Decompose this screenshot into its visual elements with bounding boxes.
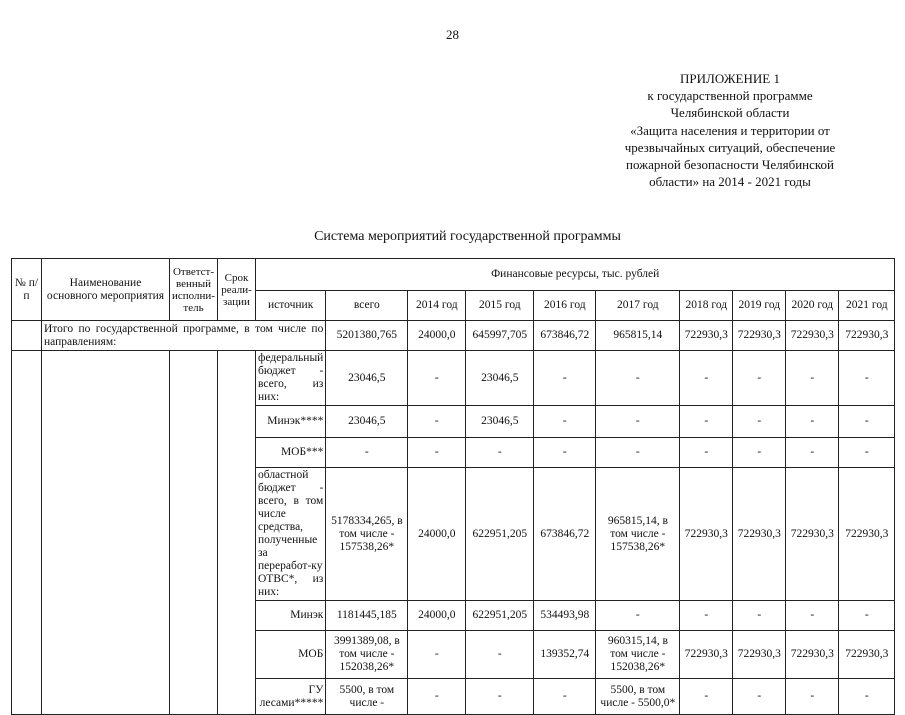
header-year: 2015 год — [466, 291, 534, 321]
header-year: 2017 год — [596, 291, 680, 321]
source-cell: МОБ*** — [256, 438, 326, 468]
header-year: 2018 год — [680, 291, 733, 321]
value-cell: - — [680, 351, 733, 406]
value-cell: - — [534, 679, 596, 715]
value-cell: - — [408, 631, 466, 679]
value-cell: - — [786, 438, 839, 468]
value-cell: - — [680, 679, 733, 715]
value-cell: - — [408, 679, 466, 715]
appendix-block — [590, 70, 870, 190]
value-cell: - — [839, 438, 895, 468]
value-cell: - — [733, 438, 786, 468]
total-value: 24000,0 — [408, 321, 466, 351]
appendix-line: ПРИЛОЖЕНИЕ 1 — [680, 71, 780, 86]
source-cell: Минэк**** — [256, 406, 326, 438]
value-cell: 24000,0 — [408, 601, 466, 631]
header-year: 2020 год — [786, 291, 839, 321]
header-year: 2021 год — [839, 291, 895, 321]
value-cell: - — [408, 351, 466, 406]
value-cell: 722930,3 — [680, 468, 733, 601]
value-cell: 5500, в том числе - 5500,0* — [596, 679, 680, 715]
header-year: 2019 год — [733, 291, 786, 321]
value-cell: 534493,98 — [534, 601, 596, 631]
value-cell: 960315,14, в том числе - 152038,26* — [596, 631, 680, 679]
total-row — [12, 321, 895, 351]
value-cell: - — [786, 679, 839, 715]
header-num: № п/п — [12, 259, 42, 321]
appendix-line: области» на 2014 - 2021 годы — [649, 174, 811, 190]
value-cell: - — [466, 679, 534, 715]
value-cell: 3991389,08, в том числе - 152038,26* — [326, 631, 408, 679]
table-row — [12, 351, 895, 406]
responsible-cell — [170, 351, 218, 715]
value-cell: - — [680, 438, 733, 468]
appendix-line: Челябинской области — [670, 105, 790, 121]
num-cell — [12, 351, 42, 715]
source-cell: федеральный бюджет - всего, из них: — [256, 351, 326, 406]
value-cell: 722930,3 — [839, 468, 895, 601]
value-cell: - — [408, 406, 466, 438]
total-value: 722930,3 — [839, 321, 895, 351]
value-cell: - — [596, 438, 680, 468]
value-cell: - — [733, 601, 786, 631]
value-cell: - — [596, 406, 680, 438]
appendix-line: «Защита населения и территории от — [630, 122, 830, 138]
source-cell: ГУ лесами***** — [256, 679, 326, 715]
value-cell: 1181445,185 — [326, 601, 408, 631]
value-cell: - — [786, 601, 839, 631]
value-cell: - — [466, 438, 534, 468]
value-cell: 5178334,265, в том числе - 157538,26* — [326, 468, 408, 601]
value-cell: - — [733, 406, 786, 438]
source-cell: областной бюджет - всего, в том числе средства, полученные за переработ-ку ОТВС*, из них: — [256, 468, 326, 601]
value-cell: - — [786, 351, 839, 406]
value-cell: - — [680, 601, 733, 631]
value-cell: - — [534, 351, 596, 406]
value-cell: 139352,74 — [534, 631, 596, 679]
header-year: 2014 год — [408, 291, 466, 321]
value-cell: - — [680, 406, 733, 438]
value-cell: - — [408, 438, 466, 468]
source-cell: МОБ — [256, 631, 326, 679]
header-year: 2016 год — [534, 291, 596, 321]
value-cell: - — [786, 406, 839, 438]
measures-table — [11, 258, 895, 715]
value-cell: - — [733, 679, 786, 715]
total-num-cell — [12, 321, 42, 351]
header-name: Наименование основного мероприятия — [42, 259, 170, 321]
value-cell: 722930,3 — [733, 468, 786, 601]
name-cell — [42, 351, 170, 715]
value-cell: - — [326, 438, 408, 468]
value-cell: 622951,205 — [466, 468, 534, 601]
value-cell: 23046,5 — [326, 351, 408, 406]
appendix-line: пожарной безопасности Челябинской — [625, 157, 834, 173]
value-cell: 722930,3 — [733, 631, 786, 679]
page-number: 28 — [446, 27, 459, 42]
total-value: 722930,3 — [733, 321, 786, 351]
value-cell: 965815,14, в том числе - 157538,26* — [596, 468, 680, 601]
value-cell: 722930,3 — [680, 631, 733, 679]
value-cell: 722930,3 — [839, 631, 895, 679]
value-cell: 23046,5 — [326, 406, 408, 438]
value-cell: - — [596, 601, 680, 631]
total-label: Итого по государственной программе, в том числе по направлениям: — [42, 321, 326, 351]
value-cell: 722930,3 — [786, 468, 839, 601]
value-cell: - — [466, 631, 534, 679]
total-value: 5201380,765 — [326, 321, 408, 351]
total-value: 673846,72 — [534, 321, 596, 351]
value-cell: 23046,5 — [466, 406, 534, 438]
value-cell: - — [839, 351, 895, 406]
term-cell — [218, 351, 256, 715]
value-cell: 622951,205 — [466, 601, 534, 631]
value-cell: 23046,5 — [466, 351, 534, 406]
value-cell: - — [839, 406, 895, 438]
value-cell: - — [596, 351, 680, 406]
value-cell: 5500, в том числе - — [326, 679, 408, 715]
value-cell: - — [733, 351, 786, 406]
header-total: всего — [326, 291, 408, 321]
header-source: источник — [256, 291, 326, 321]
value-cell: 722930,3 — [786, 631, 839, 679]
appendix-line: к государственной программе — [647, 88, 813, 104]
value-cell: - — [839, 679, 895, 715]
total-value: 645997,705 — [466, 321, 534, 351]
source-cell: Минэк — [256, 601, 326, 631]
total-value: 722930,3 — [680, 321, 733, 351]
document-title: Система мероприятий государственной программы — [314, 229, 621, 244]
value-cell: - — [534, 406, 596, 438]
header-term: Срок реали-зации — [218, 259, 256, 321]
total-value: 722930,3 — [786, 321, 839, 351]
appendix-line: чрезвычайных ситуаций, обеспечение — [624, 139, 836, 155]
value-cell: 673846,72 — [534, 468, 596, 601]
value-cell: - — [534, 438, 596, 468]
total-value: 965815,14 — [596, 321, 680, 351]
value-cell: 24000,0 — [408, 468, 466, 601]
value-cell: - — [839, 601, 895, 631]
header-responsible: Ответст-венный исполни-тель — [170, 259, 218, 321]
header-financial: Финансовые ресурсы, тыс. рублей — [256, 259, 895, 291]
